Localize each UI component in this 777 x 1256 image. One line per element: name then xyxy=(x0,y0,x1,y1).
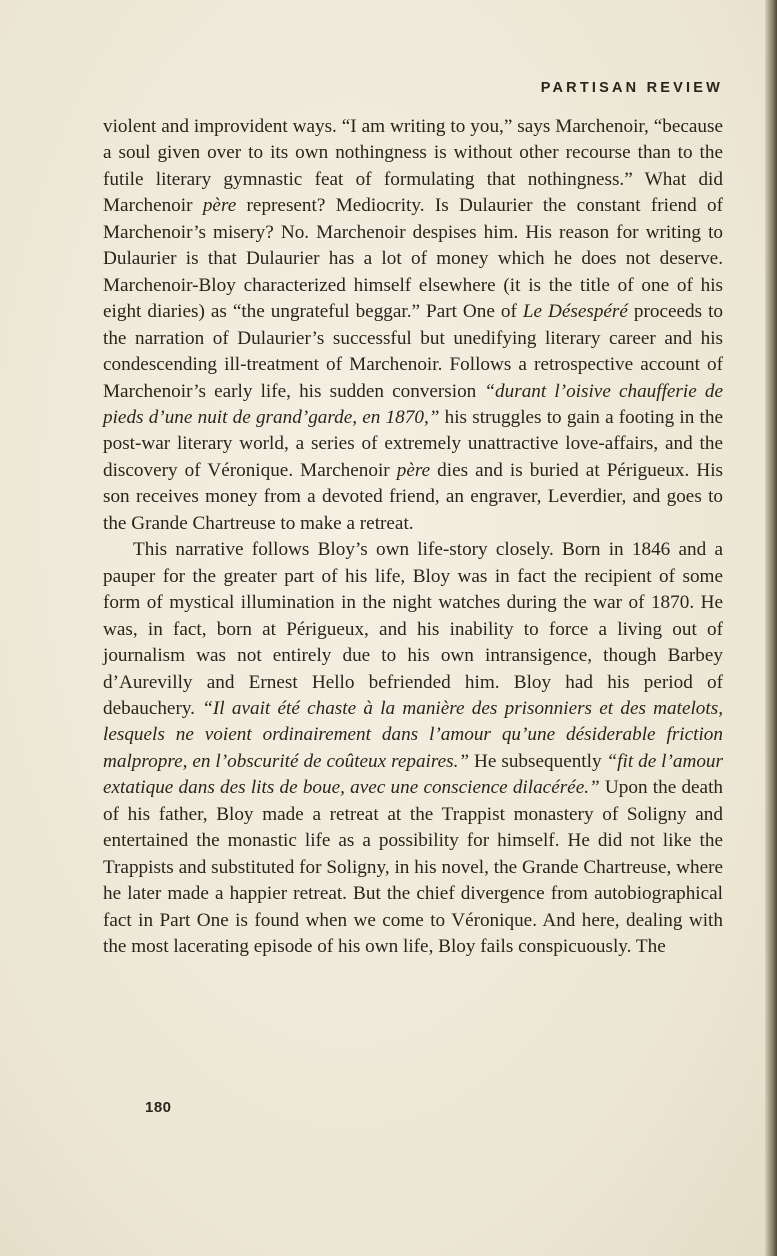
text-run: This narrative follows Bloy’s own life-story closely. Born in 1846 and a pauper for the greater part of his life, Bloy was in fact the recipient of some form of mystical illumination in the night watches during the war of 1870. He was, in fact, born at Périgueux, and his inability to force a living out of journalism was not entirely due to his own intransigence, though Barbey d’Aurevilly and Ernest Hello befriended him. Bloy had his period of debauchery. xyxy=(103,539,723,719)
body-text xyxy=(103,114,723,961)
text-run: dies and is buried at Périgueux. His son receives money from a devoted friend, an engraver, Leverdier, and goes to the Grande Chartreuse to make a retreat. xyxy=(103,459,724,534)
paragraph-1 xyxy=(103,114,723,537)
text-run: his struggles to gain a footing in the post-war literary world, a series of extremely unattractive love-affairs, and the discovery of Véronique. Marchenoir xyxy=(103,406,723,481)
italic-run: “Il avait été chaste à la manière des prisonniers et des matelots, lesquels ne voient ordinairement dans l’amour qu’une désiderable friction malpropre, en l’obscurité de coûteux repaires.” xyxy=(103,697,724,772)
italic-run: “fit de l’amour extatique dans des lits de boue, avec une conscience dilacérée.” xyxy=(103,750,723,799)
page-edge-shadow xyxy=(765,0,777,1256)
running-head: PARTISAN REVIEW xyxy=(540,80,723,96)
text-run: proceeds to the narration of Dulaurier’s successful but unedifying literary career and his condescending ill-treatment of Marchenoir. Follows a retrospective account of Marchenoir’s early life, his sudden conversion xyxy=(103,301,723,402)
italic-run: père xyxy=(396,459,431,481)
italic-run: “durant l’oisive chaufferie de pieds d’une nuit de grand’garde, en 1870,” xyxy=(103,380,723,428)
text-run: He subsequently xyxy=(469,750,607,772)
paragraph-2 xyxy=(103,537,723,960)
text-run: Upon the death of his father, Bloy made a retreat at the Trappist monastery of Soligny and entertained the monastic life as a possibility for himself. He did not like the Trappists and substituted for Soligny, in his novel, the Grande Chartreuse, where he later made a happier retreat. But the chief divergence from autobiographical fact in Part One is found when we come to Véronique. And here, dealing with the most lacerating episode of his own life, Bloy fails conspicuously. The xyxy=(103,777,723,958)
italic-run: père xyxy=(202,195,237,217)
italic-run: Le Désespéré xyxy=(522,301,628,323)
page-number: 180 xyxy=(145,1099,172,1116)
text-run: violent and improvident ways. “I am writing to you,” says Marchenoir, “because a soul given over to its own nothingness is without other recourse than to the futile literary gymnastic feat of formulating that nothingness.” What did Marchenoir xyxy=(103,116,723,217)
text-run: represent? Mediocrity. Is Dulaurier the constant friend of Marchenoir’s misery? No. Marchenoir despises him. His reason for writing to Dulaurier is that Dulaurier has a lot of money which he does not deserve. Marchenoir-Bloy characterized himself elsewhere (it is the title of one of his eight diaries) as “the ungrateful beggar.” Part One of xyxy=(103,195,723,323)
